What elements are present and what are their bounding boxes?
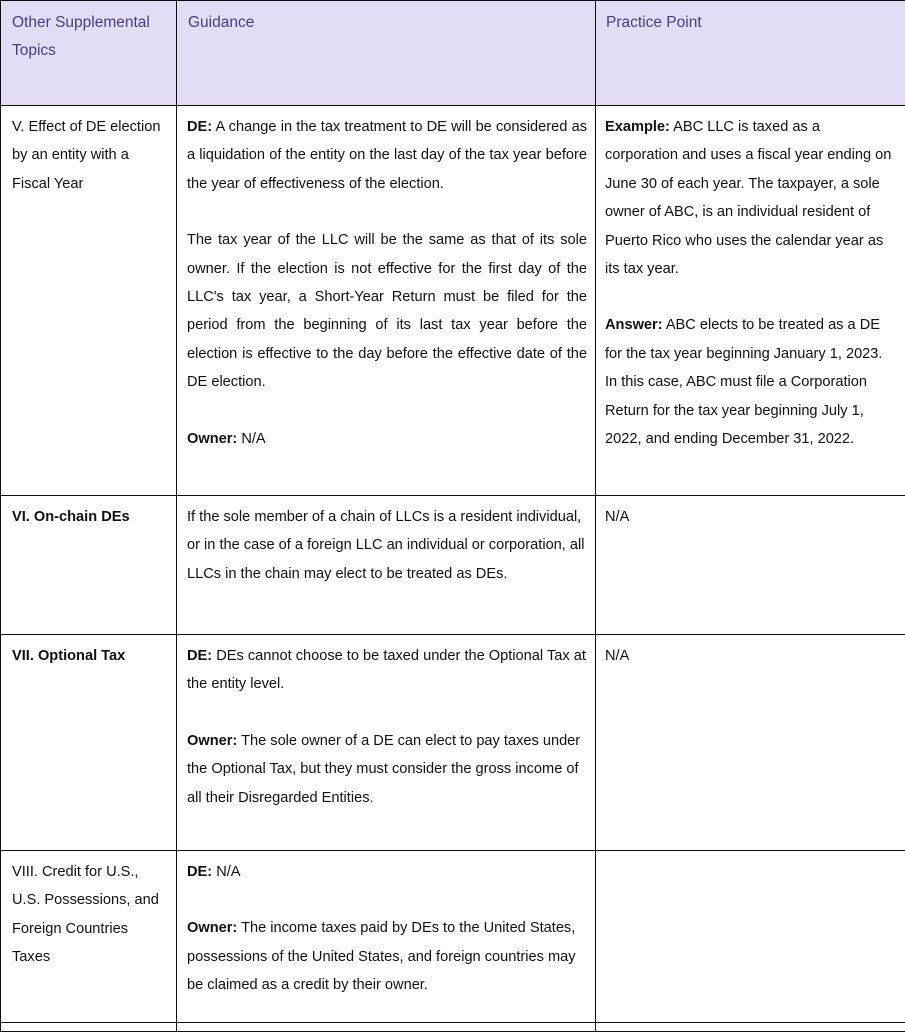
guidance-lead: DE: — [187, 119, 212, 135]
table-row — [1, 635, 905, 851]
practice-paragraph — [605, 642, 897, 670]
table-row — [1, 106, 905, 496]
row-guidance — [177, 851, 596, 1023]
row-practice-point — [596, 851, 905, 1023]
guidance-paragraph — [187, 858, 587, 886]
table-row-partial — [1, 1023, 905, 1032]
guidance-text: N/A — [237, 431, 265, 447]
guidance-lead: Owner: — [187, 733, 237, 749]
practice-text: ABC elects to be treated as a DE for the tax year beginning January 1, 2023. In this case, ABC must file a Corporation Return for the tax year beginning July 1, 2022, and ending December 31, 2022. — [605, 317, 882, 447]
guidance-text: The tax year of the LLC will be the same as that of its sole owner. If the election is not effective for the first day of the LLC's tax year, a Short-Year Return must be filed for the period from the beginning of its last tax year before the election is effective to the day before the effective date of the DE election. — [187, 232, 587, 390]
header-practice-point: Practice Point — [596, 1, 905, 106]
practice-paragraph — [605, 503, 897, 531]
row-topic — [1, 635, 177, 851]
guidance-paragraph — [187, 113, 587, 198]
practice-paragraph — [605, 311, 897, 453]
guidance-paragraph — [187, 642, 587, 699]
row-topic — [1, 496, 177, 635]
table-row — [1, 496, 905, 635]
header-topics: Other Supplemental Topics — [1, 1, 177, 106]
guidance-paragraph — [187, 914, 587, 999]
guidance-text: The income taxes paid by DEs to the United States, possessions of the United States, and foreign countries may be claimed as a credit by their owner. — [187, 920, 576, 993]
guidance-text: N/A — [212, 864, 240, 880]
row-topic-label: VI. On-chain DEs — [12, 509, 130, 525]
practice-lead: Answer: — [605, 317, 663, 333]
table-row — [1, 851, 905, 1023]
guidance-lead: Owner: — [187, 431, 237, 447]
guidance-text: The sole owner of a DE can elect to pay taxes under the Optional Tax, but they must consider the gross income of all their Disregarded Entities. — [187, 733, 580, 806]
guidance-text: DEs cannot choose to be taxed under the Optional Tax at the entity level. — [187, 648, 586, 692]
practice-text: N/A — [605, 648, 629, 664]
table-header-row — [1, 1, 905, 106]
row-topic: VIII. Credit for U.S., U.S. Possessions, and Foreign Countries Taxes — [1, 851, 177, 1023]
row-guidance — [177, 1023, 596, 1032]
row-topic: V. Effect of DE election by an entity with a Fiscal Year — [1, 106, 177, 496]
guidance-text: If the sole member of a chain of LLCs is a resident individual, or in the case of a foreign LLC an individual or corporation, all LLCs in the chain may elect to be treated as DEs. — [187, 509, 585, 582]
row-practice-point — [596, 106, 905, 496]
row-practice-point — [596, 1023, 905, 1032]
guidance-paragraph — [187, 425, 587, 453]
header-guidance: Guidance — [177, 1, 596, 106]
row-guidance — [177, 635, 596, 851]
table-header — [1, 1, 905, 106]
guidance-lead: DE: — [187, 864, 212, 880]
row-guidance — [177, 106, 596, 496]
row-practice-point — [596, 496, 905, 635]
row-topic-label: VII. Optional Tax — [12, 648, 125, 664]
row-guidance — [177, 496, 596, 635]
practice-paragraph — [605, 113, 897, 283]
table-body — [1, 106, 905, 1032]
row-topic — [1, 1023, 177, 1032]
guidance-lead: Owner: — [187, 920, 237, 936]
practice-lead: Example: — [605, 119, 670, 135]
practice-text: N/A — [605, 509, 629, 525]
row-practice-point — [596, 635, 905, 851]
practice-text: ABC LLC is taxed as a corporation and uses a fiscal year ending on June 30 of each year. The taxpayer, a sole owner of ABC, is an individual resident of Puerto Rico who uses the calendar year as its tax year. — [605, 119, 891, 277]
guidance-paragraph — [187, 503, 587, 588]
guidance-paragraph — [187, 727, 587, 812]
guidance-paragraph — [187, 226, 587, 396]
guidance-lead: DE: — [187, 648, 212, 664]
guidance-text: A change in the tax treatment to DE will be considered as a liquidation of the entity on the last day of the tax year before the year of effectiveness of the election. — [187, 119, 587, 192]
